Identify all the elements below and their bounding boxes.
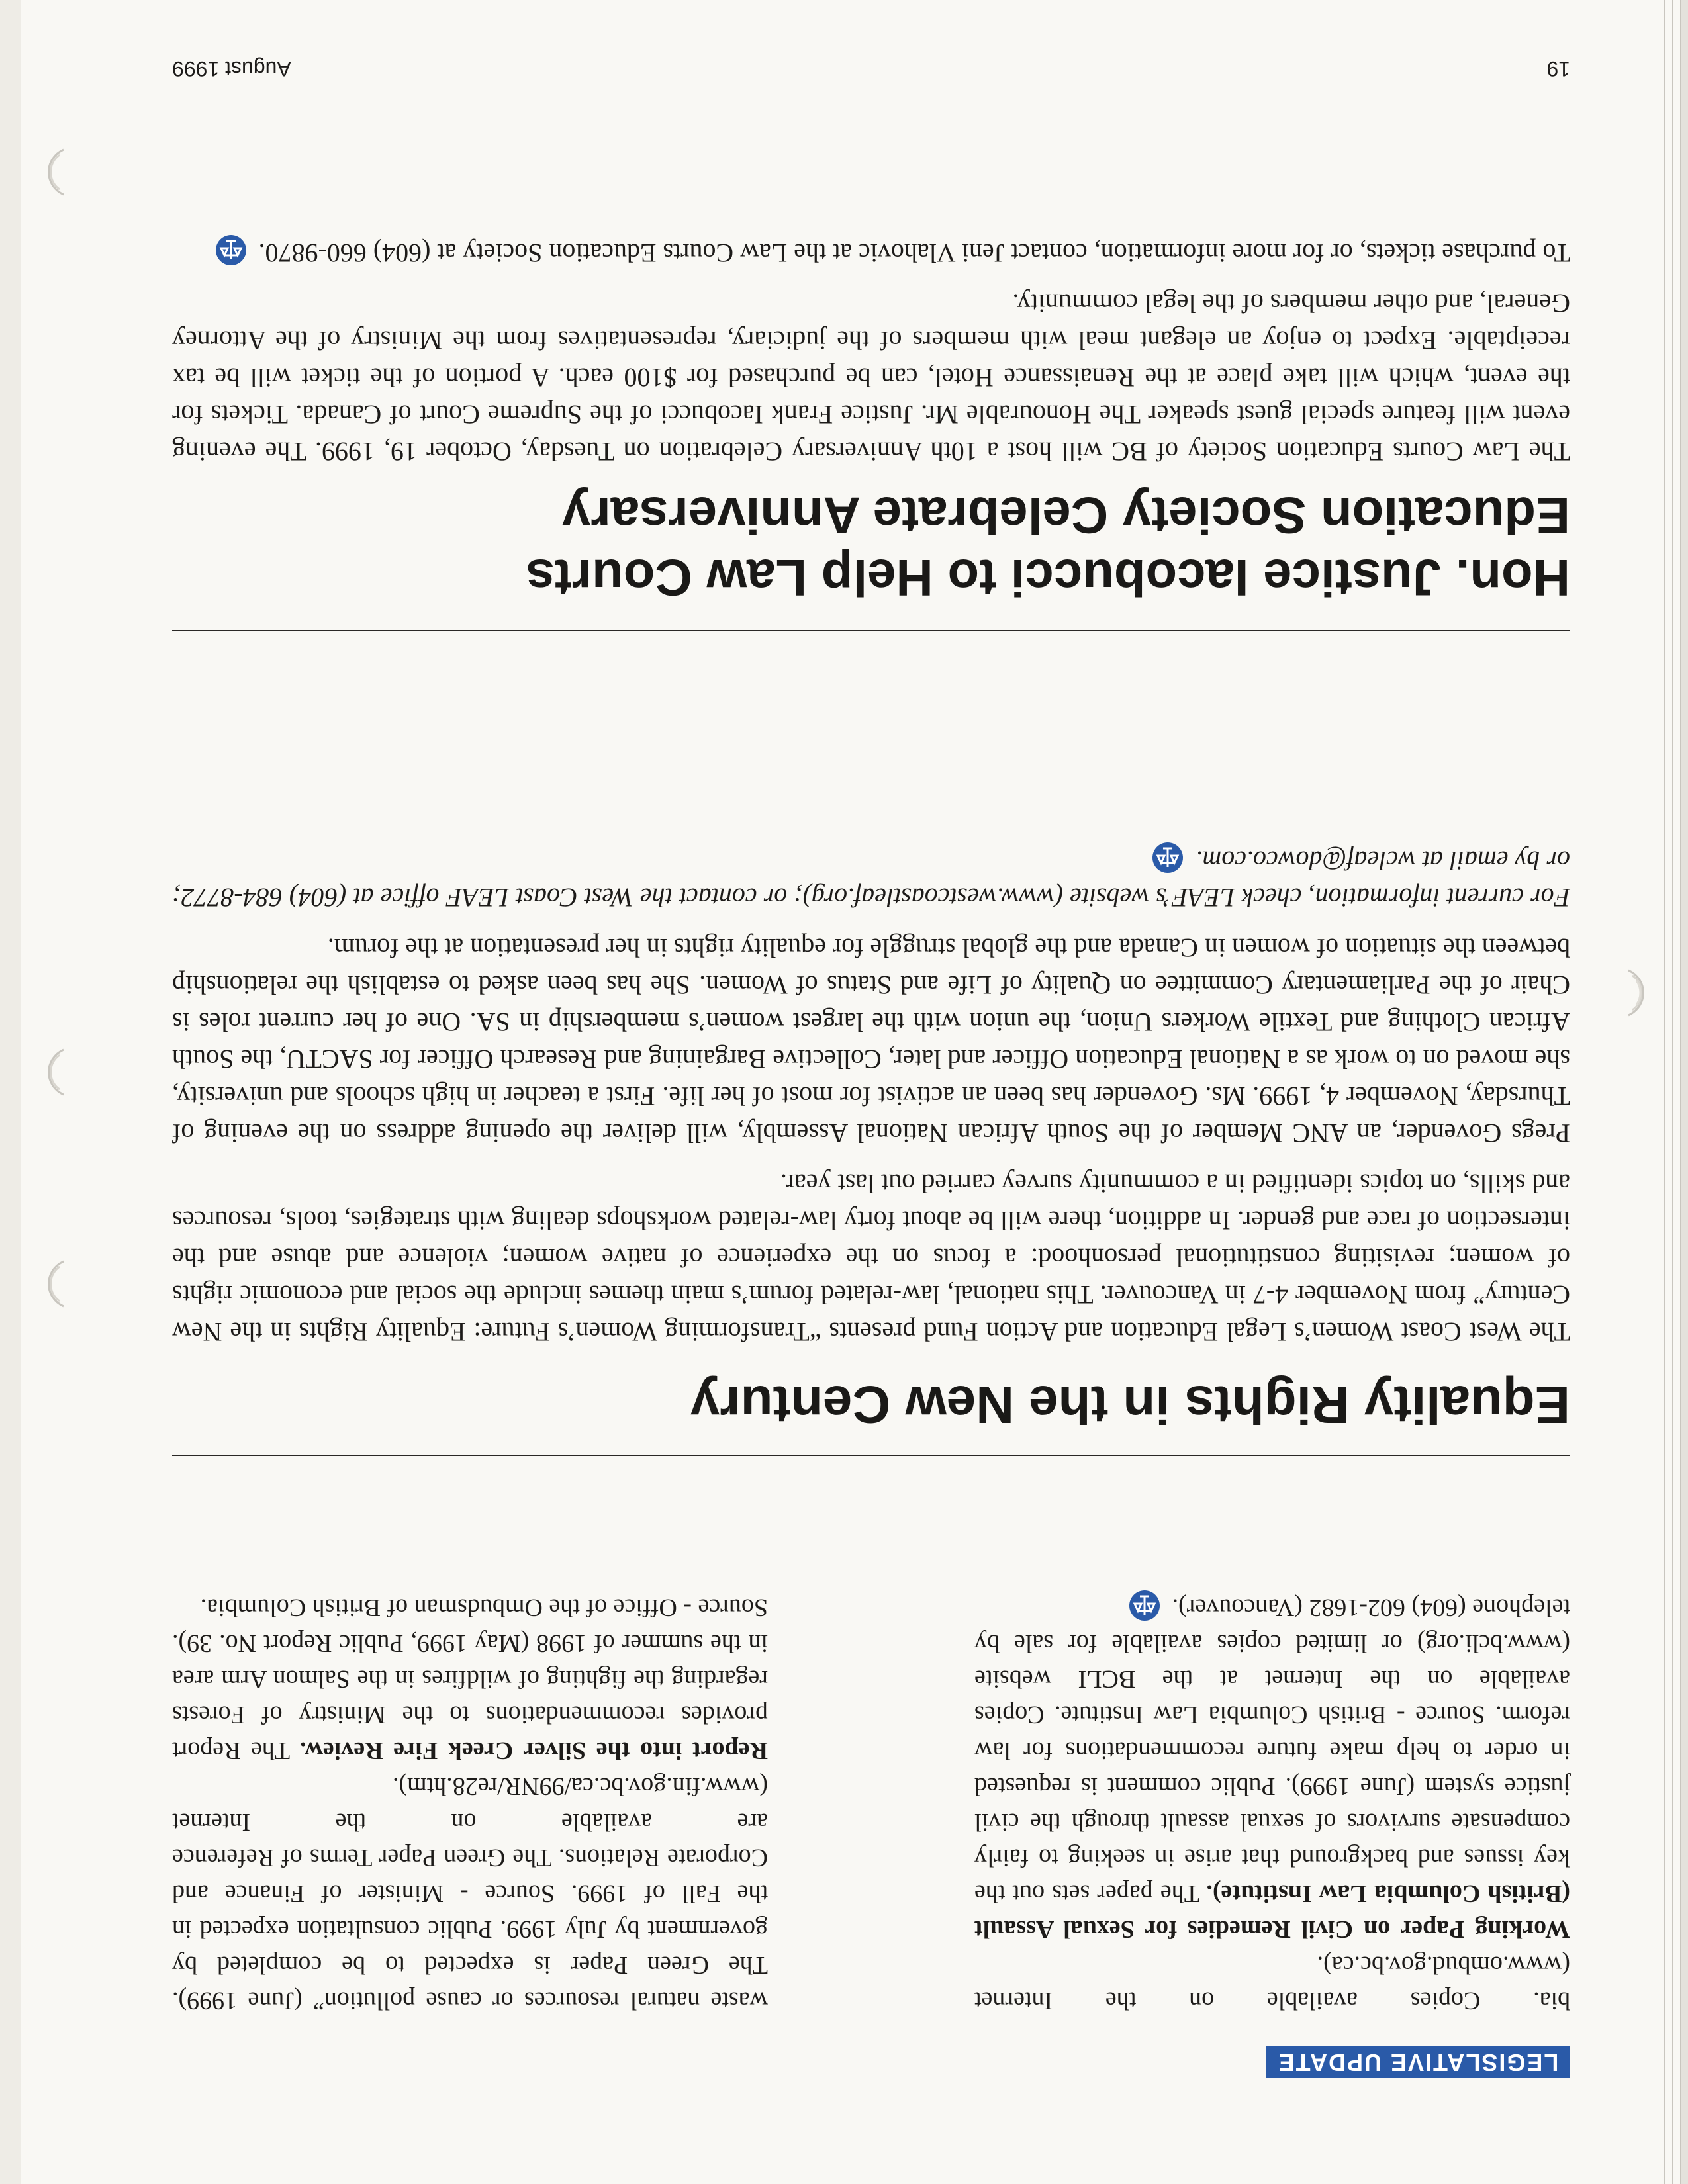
headline-line: Hon. Justice Iacobucci to Help Law Courts [526, 549, 1570, 607]
binder-hole-icon [37, 1046, 66, 1099]
article-paragraph: Pregs Govender, an ANC Member of the South African National Assembly, will deliver the opening address on the evening of Thursday, November 4, 1999. Ms. Govender has been an activist for most of her life. First a teacher in high schools and university, she moved on to work as a National Education Officer and later, Collective Bargaining and Research Officer for SACTU, the South African Clothing and Textile Workers Union, the union with the largest women’s membership in SA. One of her current roles is Chair of the Parliamentary Committee on Quality of Life and Status of Women. She has been asked to establish the relationship between the situation of women in Canada and the global struggle for equality rights in her presentation at the forum. [172, 933, 1570, 1148]
article-paragraph: The Law Courts Education Society of BC will host a 10th Anniversary Celebration on Tuesday, October 19, 1999. The evening event will feature special guest speaker The Honourable Mr. Justice Frank Iacobucci of the Supreme Court of Canada. Tickets for the event, which will take place at the Renaissance Hotel, can be purchased for $100 each. A portion of the ticket will be tax receiptable. Expect to enjoy an elegant meal with members of the judiciary, representatives from the Ministry of the Attorney General, and other members of the legal community. [172, 289, 1570, 467]
item-text: The paper sets out the key issues and background that arise in seeking to fairly compensate survivors of sexual assault through the civil justice system (June 1999). Public comment is requested in order to help make future recommendations for law reform. Source - British Columbia Law Institute. Copies available on the Internet at the BCLI website (www.bcli.org) or limited copies available for sale by telephone (604) 602-1682 (Vancouver). [974, 1594, 1570, 1907]
section-tag: LEGISLATIVE UPDATE [1266, 2046, 1570, 2078]
page-stack-line [1664, 0, 1665, 2184]
article-equality-rights [172, 829, 1570, 1350]
item-text: The Report provides recommendations to the Ministry of Forests regarding the fighting of wildfires in the Salmon Arm area in the summer of 1998 (May 1999, Public Report No. 39). Source - Office of the Ombudsman of British Columbia. [172, 1594, 768, 1764]
list-item [172, 1590, 768, 1768]
binder-hole-icon [37, 146, 66, 199]
article-law-courts-anniversary [172, 221, 1570, 470]
binder-hole-icon [1626, 966, 1655, 1019]
issue-date: August 1999 [172, 57, 291, 81]
article-contact-text: For current information, check LEAF’s website (www.westcoastleaf.org); or contact the West Coast LEAF office at (604) 684-8772; or by email at wcleaf@dowco.com. [172, 846, 1570, 913]
scales-of-justice-icon [1152, 842, 1184, 874]
page-stack-line [1672, 0, 1673, 2184]
section-divider [172, 630, 1570, 631]
scales-of-justice-icon [215, 234, 247, 266]
list-item [974, 1590, 1570, 1947]
article-headline [172, 484, 1570, 609]
headline-line: Education Society Celebrate Anniversary [562, 486, 1570, 545]
page-stack-edge [1681, 0, 1688, 2184]
item-title: Report into the Silver Creek Fire Review. [300, 1737, 768, 1764]
article-contact [172, 842, 1570, 916]
page-stack-line [1680, 0, 1681, 2184]
page-footer [172, 48, 1570, 81]
column-continuation: bia. Copies available on the Internet (www.ombud.gov.bc.ca). [974, 1951, 1570, 2015]
article-contact [172, 234, 1570, 271]
article-headline: Equality Rights in the New Century [690, 1375, 1570, 1434]
binder-hole-icon [37, 1257, 66, 1310]
page-number: 19 [1546, 57, 1570, 81]
section-divider [172, 1455, 1570, 1456]
left-column [974, 1590, 1570, 2019]
article-paragraph: The West Coast Women’s Legal Education and Action Fund presents “Transforming Women’s Future: Equality Rights in the New Century” from November 4-7 in Vancouver. This national, law-related forum’s main themes include the social and economic rights of women; revisiting constitutional personhood: a focus on the experience of native women; violence and abuse and the intersection of race and gender. In addition, there will be about forty law-related workshops dealing with strategies, tools, resources and skills, on topics identified in a community survey carried out last year. [172, 1169, 1570, 1347]
right-column [172, 1590, 768, 2019]
scales-of-justice-icon [1129, 1590, 1160, 1621]
article-contact-text: To purchase tickets, or for more information, contact Jeni Vlahovic at the Law Courts Education Society at (604) 660-9870. [258, 238, 1570, 268]
item-title: Working Paper on Civil Remedies for Sexual Assault (British Columbia Law Institute). [974, 1880, 1570, 1943]
column-continuation: waste natural resources or cause pollution” (June 1999). The Green Paper is expected to be completed by government by July 1999. Public consultation expected in the Fall of 1999. Source - Minister of Finance and Corporate Relations. The Green Paper Terms of Reference are available on the Internet (www.fin.gov.bc.ca/99NR/re28.htm). [172, 1772, 768, 2015]
page-edge-shadow [0, 0, 21, 2184]
